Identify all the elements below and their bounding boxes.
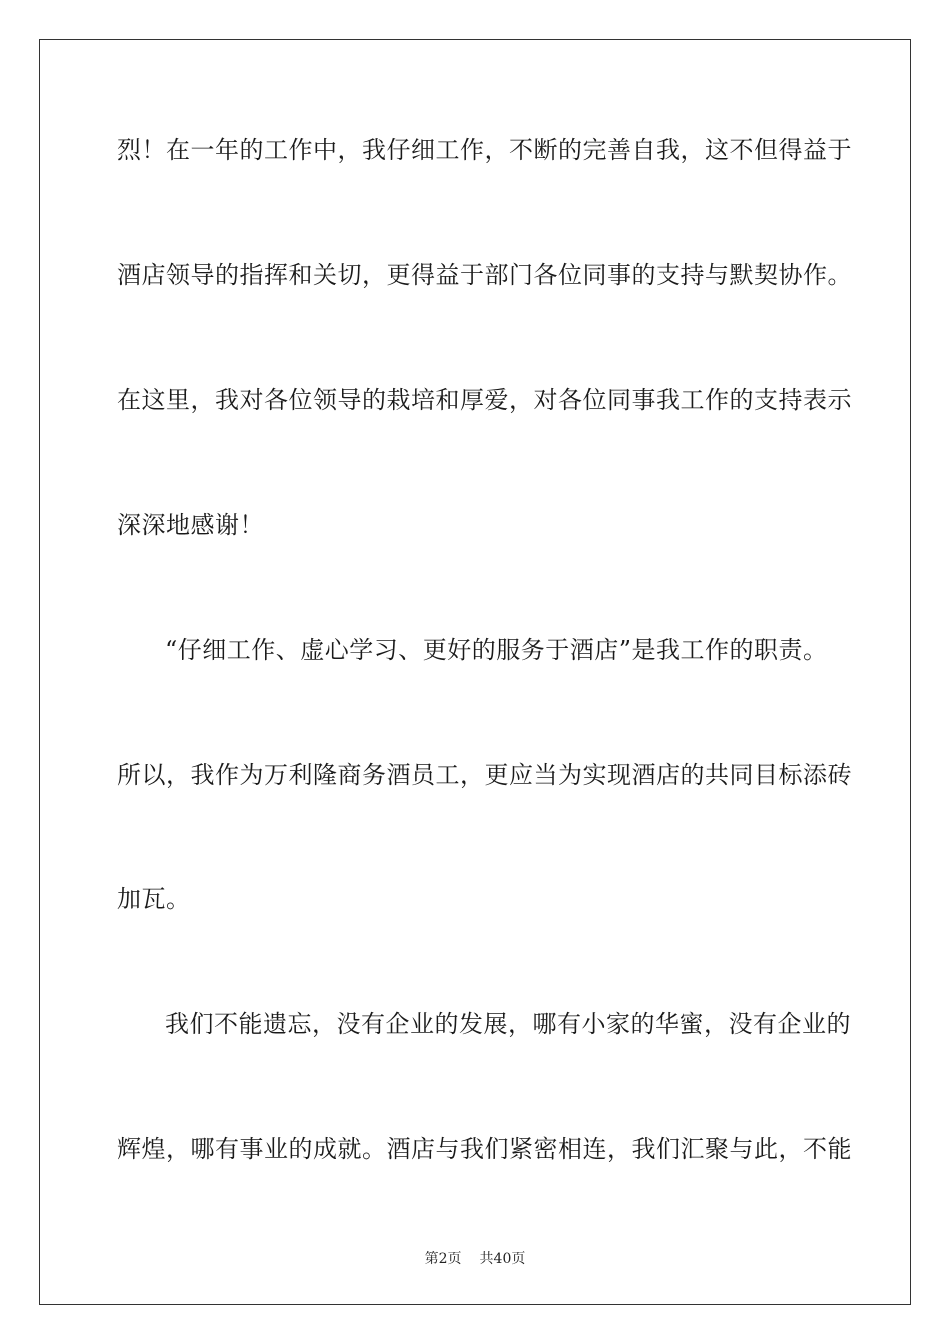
paragraph-line-2: 酒店领导的指挥和关切，更得益于部门各位同事的支持与默契协作。 xyxy=(117,261,852,289)
page-footer xyxy=(0,1248,950,1268)
page-border xyxy=(39,39,911,1305)
page-total: 共40页 xyxy=(479,1251,526,1267)
paragraph-line-4: 深深地感谢！ xyxy=(117,511,264,539)
paragraph-line-9: 辉煌，哪有事业的成就。酒店与我们紧密相连，我们汇聚与此，不能 xyxy=(117,1135,852,1163)
paragraph-line-8: 我们不能遗忘，没有企业的发展，哪有小家的华蜜，没有企业的 xyxy=(165,1010,851,1038)
paragraph-line-3: 在这里，我对各位领导的栽培和厚爱，对各位同事我工作的支持表示 xyxy=(117,386,852,414)
page-number: 第2页 xyxy=(424,1251,462,1267)
paragraph-line-6: 所以，我作为万利隆商务酒员工，更应当为实现酒店的共同目标添砖 xyxy=(117,761,852,789)
paragraph-line-7: 加瓦。 xyxy=(117,885,191,913)
paragraph-line-1: 烈！在一年的工作中，我仔细工作，不断的完善自我，这不但得益于 xyxy=(117,136,852,164)
paragraph-line-5: “仔细工作、虚心学习、更好的服务于酒店”是我工作的职责。 xyxy=(165,636,828,664)
